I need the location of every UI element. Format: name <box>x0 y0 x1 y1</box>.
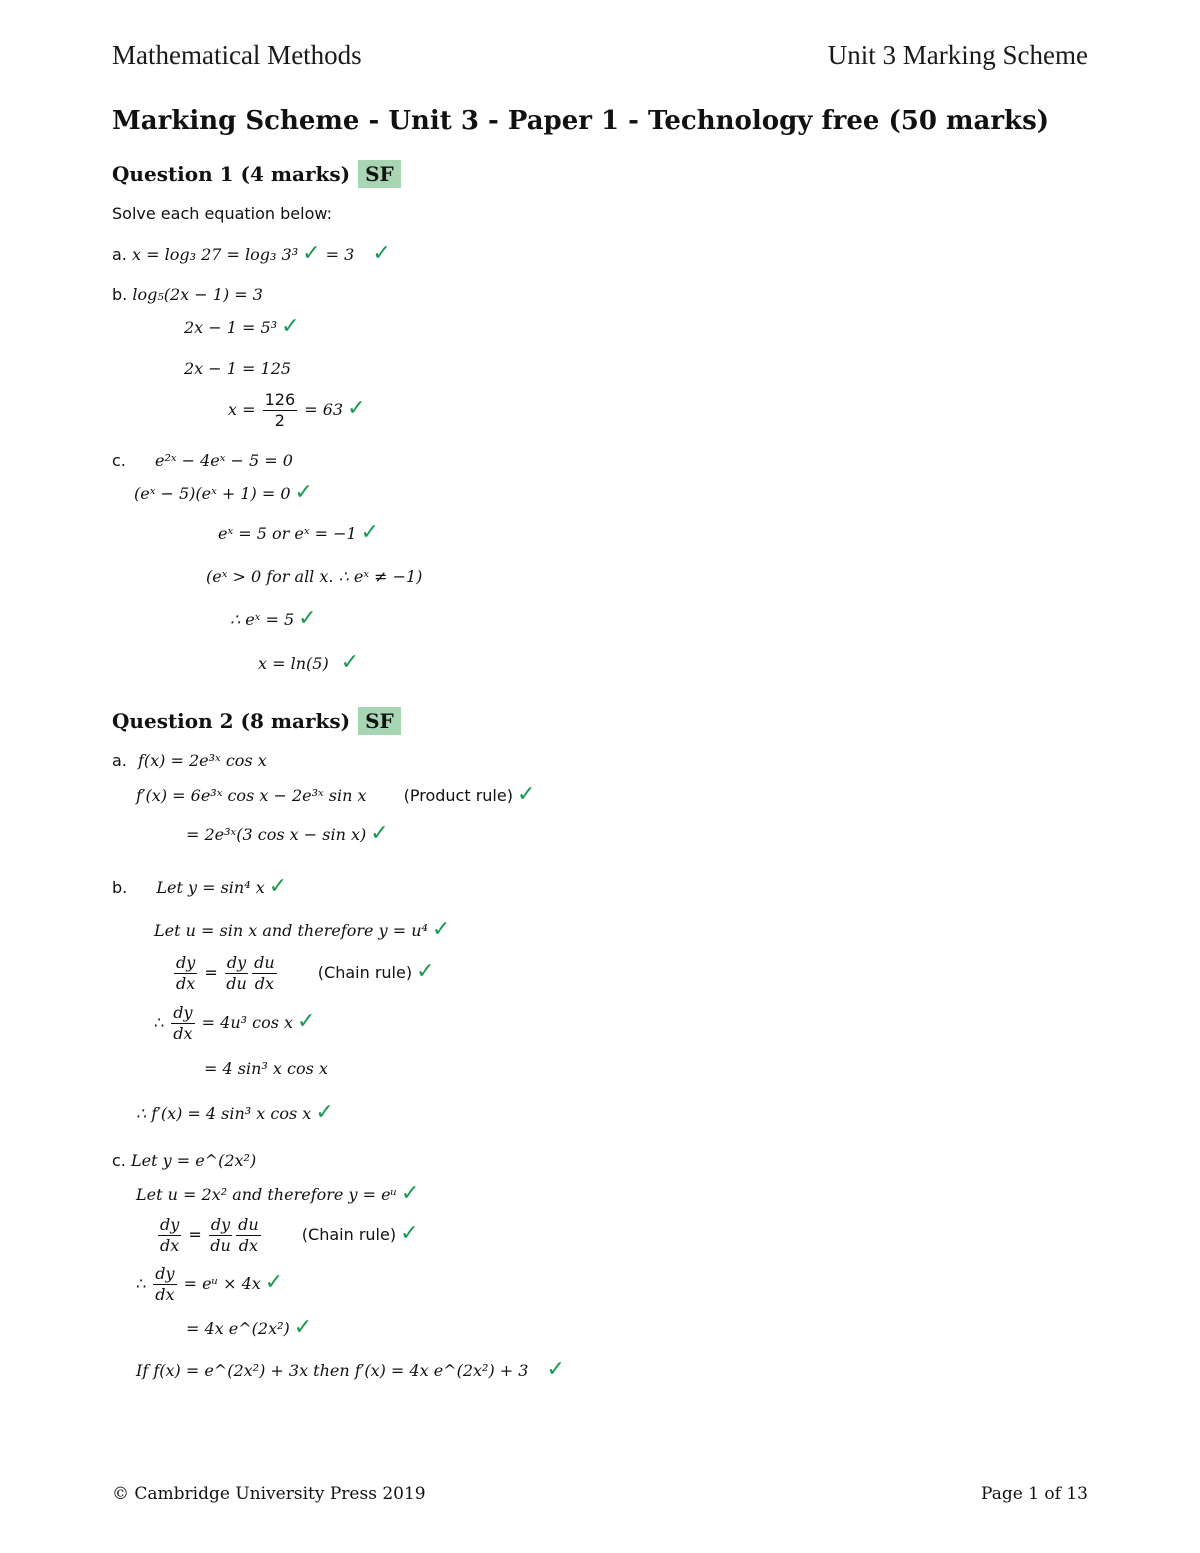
dy-du-fraction <box>225 953 248 994</box>
check-icon: ✓ <box>297 1009 316 1034</box>
q2c-line-5 <box>186 1317 312 1340</box>
du-dx-fraction <box>252 953 277 994</box>
q2b-chain-rule-note: (Chain rule) <box>317 963 413 982</box>
q1a-math: x = log₃ 27 = log₃ 3³ <box>131 245 299 264</box>
dy-dx-fraction <box>171 1003 194 1044</box>
check-icon: ✓ <box>360 520 380 545</box>
fraction-denominator: dx <box>254 974 275 993</box>
q1c-line-3 <box>218 522 379 545</box>
question-1-label: Question 1 (4 marks) <box>112 162 351 186</box>
fraction-denominator: dx <box>160 1236 180 1255</box>
q1c-math-4: (eˣ > 0 for all x. ∴ eˣ ≠ −1) <box>206 567 423 586</box>
q1c-line-2 <box>134 482 313 505</box>
dy-dx-fraction <box>158 1215 181 1256</box>
dy-dx-fraction <box>174 953 197 994</box>
q2a-math-1: f(x) = 2e³ˣ cos x <box>137 751 267 770</box>
question-1-badge: SF <box>358 160 401 188</box>
question-1-heading <box>112 160 401 188</box>
q2c-math-6: If f(x) = e^(2x²) + 3x then f′(x) = 4x e^(2x²) + 3 <box>136 1361 529 1380</box>
q1a-label: a. <box>112 245 127 264</box>
fraction-numerator: dy <box>173 1003 193 1022</box>
q1b-line-4 <box>228 390 366 431</box>
q2c-math-2: Let u = 2x² and therefore y = eᵘ <box>136 1185 397 1204</box>
check-icon: ✓ <box>294 480 313 505</box>
q2a-line-1 <box>112 750 267 772</box>
header-course-title: Mathematical Methods <box>112 40 362 70</box>
fraction-numerator: dy <box>226 953 247 972</box>
check-icon: ✓ <box>268 874 288 899</box>
q1c-label: c. <box>112 451 126 470</box>
q2b-line-2 <box>154 919 450 942</box>
fraction-numerator: du <box>254 953 275 972</box>
q1a-line <box>112 243 391 266</box>
q2c-math-1: Let y = e^(2x²) <box>130 1151 257 1170</box>
q1c-math-2: (eˣ − 5)(eˣ + 1) = 0 <box>134 484 291 503</box>
q2a-label: a. <box>112 751 127 770</box>
question-2-label: Question 2 (8 marks) <box>112 709 351 733</box>
q1c-math-5: ∴ eˣ = 5 <box>230 610 295 629</box>
q2a-line-3 <box>186 823 389 846</box>
fraction-denominator: du <box>226 974 247 993</box>
question-2-badge: SF <box>358 707 401 735</box>
q1b-line-2 <box>184 316 300 339</box>
q1b-fraction <box>263 390 298 431</box>
q1b-math-3: 2x − 1 = 125 <box>184 359 292 378</box>
therefore-symbol: ∴ <box>136 1274 147 1293</box>
check-icon: ✓ <box>372 241 391 266</box>
q2c-math-4-rhs: = eᵘ × 4x <box>183 1274 261 1293</box>
q1a-result: = 3 <box>325 245 355 264</box>
q2b-line-1 <box>112 876 287 899</box>
check-icon: ✓ <box>264 1270 284 1295</box>
dy-dx-fraction <box>153 1264 176 1305</box>
q2b-line-4 <box>154 1003 315 1044</box>
check-icon: ✓ <box>347 396 366 421</box>
q2c-line-4 <box>136 1264 283 1305</box>
q2b-math-2: Let u = sin x and therefore y = u⁴ <box>154 921 428 940</box>
q1b-math-1: log₅(2x − 1) = 3 <box>132 285 263 304</box>
footer-page-number: Page 1 of 13 <box>981 1484 1088 1504</box>
check-icon: ✓ <box>546 1357 565 1382</box>
question-1-intro: Solve each equation below: <box>112 204 332 223</box>
fraction-denominator: du <box>210 1236 231 1255</box>
q2c-label: c. <box>112 1151 126 1170</box>
check-icon: ✓ <box>340 650 360 675</box>
q1c-line-4 <box>206 566 422 588</box>
q1b-math-4-rhs: = 63 <box>304 400 344 419</box>
q2c-chain-rule-note: (Chain rule) <box>301 1225 397 1244</box>
q1b-math-2: 2x − 1 = 5³ <box>184 318 278 337</box>
q1b-line-3 <box>184 358 291 380</box>
q2a-math-2: f′(x) = 6e³ˣ cos x − 2e³ˣ sin x <box>136 786 367 805</box>
q1b-math-4-lhs: x = <box>228 400 256 419</box>
fraction-denominator: 2 <box>274 411 285 430</box>
q2b-label: b. <box>112 878 128 897</box>
q1c-math-1: e²ˣ − 4eˣ − 5 = 0 <box>154 451 293 470</box>
footer-copyright: © Cambridge University Press 2019 <box>112 1484 426 1504</box>
q1b-label: b. <box>112 285 128 304</box>
therefore-symbol: ∴ <box>154 1013 165 1032</box>
q1b-line-1 <box>112 284 263 306</box>
question-2-heading <box>112 707 401 735</box>
check-icon: ✓ <box>416 959 435 984</box>
q2b-math-6: ∴ f′(x) = 4 sin³ x cos x <box>136 1104 312 1123</box>
q1c-line-5 <box>230 608 317 631</box>
q2c-line-2 <box>136 1183 419 1206</box>
q2a-math-3: = 2e³ˣ(3 cos x − sin x) <box>186 825 367 844</box>
fraction-numerator: dy <box>155 1264 175 1283</box>
check-icon: ✓ <box>431 917 451 942</box>
q1c-math-3: eˣ = 5 or eˣ = −1 <box>218 524 357 543</box>
q2c-line-6 <box>136 1359 565 1382</box>
check-icon: ✓ <box>400 1221 419 1246</box>
q1c-line-6 <box>258 652 359 675</box>
fraction-denominator: dx <box>173 1024 193 1043</box>
q1c-line-1 <box>112 450 293 472</box>
check-icon: ✓ <box>281 314 300 339</box>
fraction-numerator: du <box>238 1215 259 1234</box>
fraction-numerator: dy <box>160 1215 180 1234</box>
fraction-denominator: dx <box>238 1236 259 1255</box>
dy-du-fraction <box>209 1215 232 1256</box>
q2c-line-3: $\frac{dy}{dx}$ = $\frac{dy}{du}$ $\frac{du}{dx}$ (Chain rule) ✓ <box>160 1215 419 1255</box>
check-icon: ✓ <box>293 1315 313 1340</box>
q2b-math-5: = 4 sin³ x cos x <box>204 1059 328 1078</box>
check-icon: ✓ <box>516 782 536 807</box>
q2b-math-1: Let y = sin⁴ x <box>156 878 265 897</box>
q2c-math-5: = 4x e^(2x²) <box>186 1319 290 1338</box>
fraction-denominator: dx <box>176 974 196 993</box>
q2b-line-6 <box>136 1102 334 1125</box>
q2b-line-3: $\frac{dy}{dx}$ = $\frac{dy}{du}$ $\frac{du}{dx}$ (Chain rule) ✓ <box>176 953 435 993</box>
fraction-numerator: dy <box>210 1215 231 1234</box>
check-icon: ✓ <box>298 606 317 631</box>
fraction-denominator: dx <box>155 1285 175 1304</box>
page-title: Marking Scheme - Unit 3 - Paper 1 - Technology free (50 marks) <box>112 106 1050 136</box>
fraction-numerator: dy <box>176 953 196 972</box>
q2b-line-5 <box>204 1058 328 1080</box>
check-icon: ✓ <box>302 241 321 266</box>
q2a-line-2 <box>136 784 535 807</box>
q2a-note: (Product rule) <box>403 786 513 805</box>
du-dx-fraction <box>236 1215 261 1256</box>
check-icon: ✓ <box>400 1181 420 1206</box>
header-document-title: Unit 3 Marking Scheme <box>827 40 1088 70</box>
check-icon: ✓ <box>370 821 389 846</box>
fraction-numerator: 126 <box>264 390 296 409</box>
q2b-math-4-rhs: = 4u³ cos x <box>201 1013 294 1032</box>
q1c-math-6: x = ln(5) <box>258 654 329 673</box>
check-icon: ✓ <box>315 1100 334 1125</box>
q2c-line-1 <box>112 1150 256 1172</box>
